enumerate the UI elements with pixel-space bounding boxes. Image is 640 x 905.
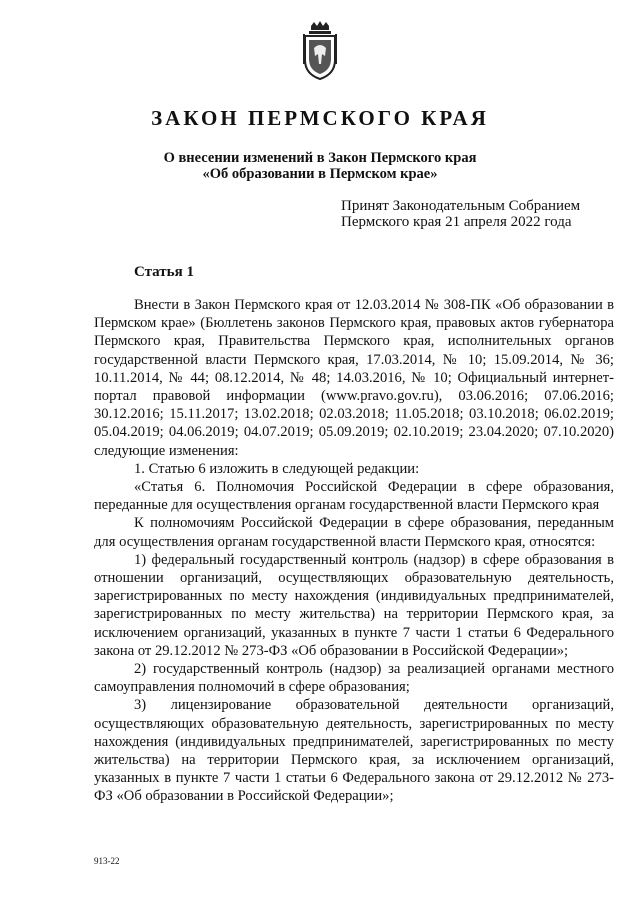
article-paragraph: К полномочиям Российской Федерации в сфере образования, переданным для осуществления органам государственной власти Пермского края, относятся:	[94, 515, 614, 550]
document-code: 913-22	[94, 856, 120, 866]
article-paragraph: 3) лицензирование образовательной деятельности организаций, осуществляющих образовательную деятельность, зарегистрированных по месту нахождения (индивидуальных предпринимателей, зарегистрированных по месту жительства) на территории Пермского края, за исключением организаций, указанных в пункте 7 части 1 статьи 6 Федерального закона от 29.12.2012 № 273-ФЗ «Об образовании в Российской Федерации»;	[94, 697, 614, 805]
adoption-line-1: Принят Законодательным Собранием	[341, 198, 581, 214]
adoption-line-2: Пермского края 21 апреля 2022 года	[341, 214, 572, 230]
article-paragraph: 1) федеральный государственный контроль (надзор) в сфере образования в отношении организаций, осуществляющих образовательную деятельность, зарегистрированных по месту нахождения (индивидуальных предпринимателей, зарегистрированных по месту жительства) на территории Пермского края, за исключением организаций, указанных в пункте 7 части 1 статьи 6 Федерального закона от 29.12.2012 № 273-ФЗ «Об образовании в Российской Федерации»;	[94, 551, 614, 659]
law-title: ЗАКОН ПЕРМСКОГО КРАЯ	[151, 106, 489, 130]
article-body	[94, 296, 614, 806]
article-paragraph: 1. Статью 6 изложить в следующей редакции:	[134, 460, 420, 477]
coat-of-arms-icon	[299, 20, 341, 80]
adoption-note	[341, 198, 580, 230]
article-heading: Статья 1	[134, 264, 194, 280]
subtitle-line-2: «Об образовании в Пермском крае»	[202, 166, 438, 182]
subtitle-line-1: О внесении изменений в Закон Пермского края	[163, 150, 477, 166]
article-paragraph: Внести в Закон Пермского края от 12.03.2014 № 308-ПК «Об образовании в Пермском крае» (Бюллетень законов Пермского края, правовых актов губернатора Пермского края, Правительства Пермского края, исполнительных органов государственной власти Пермского края, 17.03.2014, № 10; 15.09.2014, № 36; 10.11.2014, № 44; 08.12.2014, № 48; 14.03.2016, № 10; Официальный интернет-портал правовой информации (www.pravo.gov.ru), 03.06.2016; 07.06.2016; 30.12.2016; 15.11.2017; 13.02.2018; 02.03.2018; 11.05.2018; 03.10.2018; 06.02.2019; 05.04.2019; 04.06.2019; 04.07.2019; 05.09.2019; 02.10.2019; 23.04.2020; 07.10.2020) следующие изменения:	[94, 297, 614, 459]
article-paragraph: «Статья 6. Полномочия Российской Федерации в сфере образования, переданные для осуществления органам государственной власти Пермского края	[94, 479, 614, 514]
article-paragraph: 2) государственный контроль (надзор) за реализацией органами местного самоуправления полномочий в сфере образования;	[94, 661, 614, 696]
law-subtitle	[0, 150, 640, 182]
